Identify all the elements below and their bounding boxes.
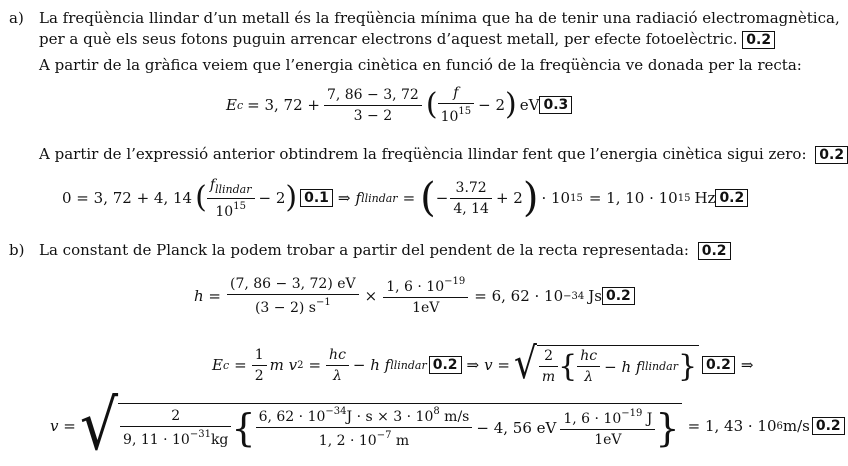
eq1-freq-num: f	[438, 85, 475, 104]
score-badge: 0.2	[698, 242, 731, 260]
eq4-inner-hc-num: hc	[577, 348, 600, 367]
eq1-freq-den-exp: 15	[458, 106, 472, 117]
eq4-mv-exp: 2	[297, 359, 304, 371]
eq3-num2: 1, 6 · 10	[386, 279, 445, 295]
eq5-two-mass-fraction	[120, 408, 231, 448]
eq5-lhs: v =	[50, 417, 76, 435]
score-badge: 0.2	[815, 146, 848, 164]
eq4-two-num: 2	[539, 348, 558, 367]
eq5-sqrt	[118, 403, 682, 449]
part-a-line4-text: A partir de l’expressió anterior obtindrem la freqüència llindar fent que l’energia cinètica sigui zero:	[39, 145, 807, 163]
eq1-equals: = 3, 72 +	[247, 96, 320, 114]
eq5-conv-num-exp: −19	[621, 407, 643, 419]
eq5-conv-num: 1, 6 · 10	[563, 410, 622, 427]
score-badge: 0.2	[715, 189, 748, 207]
eq3-fraction	[227, 276, 359, 316]
part-a-line2	[39, 30, 775, 49]
eq4-v-eq: v =	[484, 356, 510, 374]
score-badge: 0.2	[812, 417, 845, 435]
eq3-conversion-fraction	[383, 276, 468, 316]
close-brace: }	[677, 348, 698, 384]
eq4-sub-llindar: llindar	[390, 358, 427, 372]
eq4-two-m-fraction	[539, 348, 558, 385]
eq5-conv-den: 1eV	[594, 431, 622, 448]
eq4-hc-num: hc	[326, 347, 349, 366]
equation-planck	[194, 273, 635, 319]
eq1-slope-fraction	[324, 87, 422, 124]
eq3-den2: 1eV	[412, 300, 440, 316]
eq4-lhs-sub: c	[222, 358, 230, 372]
eq5-minus: − 4, 56 eV	[476, 418, 557, 437]
eq2-unit: Hz	[694, 189, 716, 207]
open-paren: (	[195, 180, 207, 215]
score-badge: 0.2	[602, 287, 635, 305]
eq4-hc-den: λ	[333, 367, 342, 384]
eq3-den-exp: −1	[315, 297, 331, 308]
eq2-f-sub: llindar	[215, 182, 252, 196]
eq5-big-den-unit: m	[391, 433, 410, 449]
eq4-sqrt	[537, 345, 699, 385]
eq5-conversion-fraction	[560, 408, 655, 448]
eq2-f: f	[209, 176, 215, 193]
eq5-big-den: 1, 2 · 10	[318, 433, 377, 449]
eq2-plus2: + 2	[495, 189, 523, 207]
part-a-label: a)	[9, 9, 24, 27]
eq4-half-den: 2	[254, 367, 264, 384]
eq1-lhs-sub: c	[236, 98, 244, 112]
score-badge: 0.2	[702, 356, 735, 374]
part-b-line1-text: La constant de Planck la podem trobar a partir del pendent de la recta representada:	[39, 241, 689, 259]
eq2-fraction	[207, 177, 255, 220]
eq4-inner-hc-fraction	[577, 348, 600, 385]
equation-kinetic-energy	[212, 338, 753, 392]
close-paren: )	[285, 180, 298, 215]
part-b-line1	[39, 241, 731, 260]
eq2-result-exp: 15	[677, 192, 691, 204]
eq3-result-exp: −34	[563, 290, 585, 302]
score-badge: 0.3	[539, 96, 572, 114]
eq4-two-den: m	[541, 369, 556, 385]
eq2-result: = 1, 10 · 10	[588, 189, 678, 207]
eq4-mv: m v	[269, 356, 298, 374]
eq4-half-num: 1	[252, 347, 267, 366]
score-badge: 0.2	[429, 356, 462, 374]
eq1-slope-num: 7, 86 − 3, 72	[324, 87, 422, 106]
close-paren: )	[522, 175, 539, 221]
implies-arrow: ⇒	[466, 356, 480, 374]
eq5-energy-fraction	[256, 406, 473, 449]
open-paren: (	[425, 87, 438, 122]
eq4-lhs: E	[212, 356, 223, 374]
open-brace: {	[558, 348, 578, 384]
eq2-lhs: 0 = 3, 72 + 4, 14	[62, 189, 193, 207]
eq5-big-num: 6, 62 · 10	[258, 409, 326, 425]
eq2-den-exp: 15	[233, 200, 246, 212]
implies-arrow: ⇒	[337, 189, 351, 207]
eq5-big-num-exp: −34	[325, 406, 347, 417]
eq5-big-num-exp2: 8	[433, 406, 440, 417]
eq5-unit: m/s	[782, 417, 810, 435]
eq1-slope-den: 3 − 2	[353, 107, 393, 124]
eq4-hc-fraction	[326, 347, 349, 384]
eq2-ratio-num: 3.72	[450, 180, 492, 199]
sqrt-icon: √	[79, 385, 119, 466]
part-a-line1: La freqüència llindar d’un metall és la freqüència mínima que ha de tenir una radiació electromagnètica,	[39, 9, 840, 27]
eq1-freq-fraction	[438, 85, 475, 125]
eq2-den-base: 10	[215, 203, 234, 220]
open-brace: {	[231, 405, 256, 450]
eq4-half-fraction	[252, 347, 267, 384]
part-a-line3: A partir de la gràfica veiem que l’energia cinètica en funció de la freqüència ve donada per la recta:	[39, 56, 802, 74]
eq5-two-den: 9, 11 · 10	[123, 431, 190, 448]
eq3-num2-exp: −19	[444, 276, 466, 287]
sqrt-icon: √	[513, 339, 537, 389]
eq4-inner-minus-hf: − h f	[604, 357, 642, 376]
eq2-ratio-fraction	[450, 180, 492, 217]
eq2-mult: · 10	[541, 189, 571, 207]
eq2-ratio-den: 4, 14	[453, 200, 489, 217]
close-paren: )	[505, 87, 517, 122]
eq5-conv-num-unit: J	[642, 410, 653, 427]
eq4-minus-hf: − h f	[352, 356, 391, 374]
eq4-inner-sub: llindar	[641, 360, 678, 373]
eq3-result: = 6, 62 · 10	[474, 287, 564, 305]
eq1-freq-den-base: 10	[440, 109, 459, 125]
eq3-den: (3 − 2) s	[254, 300, 316, 316]
eq3-times: ×	[364, 287, 378, 305]
eq5-result-exp: 6	[776, 420, 783, 432]
eq1-unit: eV	[519, 96, 540, 114]
eq2-f2-sub: llindar	[361, 191, 398, 205]
eq3-num: (7, 86 − 3, 72) eV	[227, 276, 359, 295]
part-a-line2-text: per a què els seus fotons puguin arrencar electrons d’aquest metall, per efecte fotoelèctric.	[39, 30, 738, 48]
eq5-big-num-unit: m/s	[439, 409, 470, 425]
eq2-equals-sign: =	[402, 189, 416, 207]
eq2-minus-sign: −	[435, 189, 449, 207]
eq4-equals: =	[234, 356, 247, 374]
part-b-label: b)	[9, 241, 25, 259]
eq5-big-num-rest: J · s × 3 · 10	[346, 409, 434, 425]
open-paren: (	[420, 175, 436, 221]
eq3-unit: Js	[588, 287, 602, 305]
eq5-big-den-exp: −7	[376, 430, 392, 441]
eq3-lhs: h =	[194, 287, 221, 305]
eq4-equals-sign: =	[308, 356, 322, 374]
part-a-line4	[39, 145, 848, 164]
close-brace: }	[655, 405, 680, 450]
eq1-lhs: E	[226, 96, 237, 114]
eq2-mult-exp: 15	[570, 192, 583, 204]
implies-arrow: ⇒	[740, 356, 754, 374]
eq2-f2: f	[355, 189, 362, 207]
eq5-two-den-unit: kg	[210, 431, 229, 448]
score-badge: 0.2	[742, 31, 775, 49]
eq2-minus2: − 2	[258, 189, 286, 207]
eq5-two-num: 2	[120, 408, 231, 427]
equation-threshold-frequency	[62, 172, 748, 224]
equation-velocity	[50, 385, 845, 466]
score-badge: 0.1	[300, 189, 333, 207]
equation-ec-line	[226, 80, 572, 130]
eq4-inner-hc-den: λ	[584, 369, 594, 385]
eq5-two-den-exp: −31	[189, 428, 211, 440]
eq5-result: = 1, 43 · 10	[687, 417, 777, 435]
eq1-minus2: − 2	[478, 96, 506, 114]
